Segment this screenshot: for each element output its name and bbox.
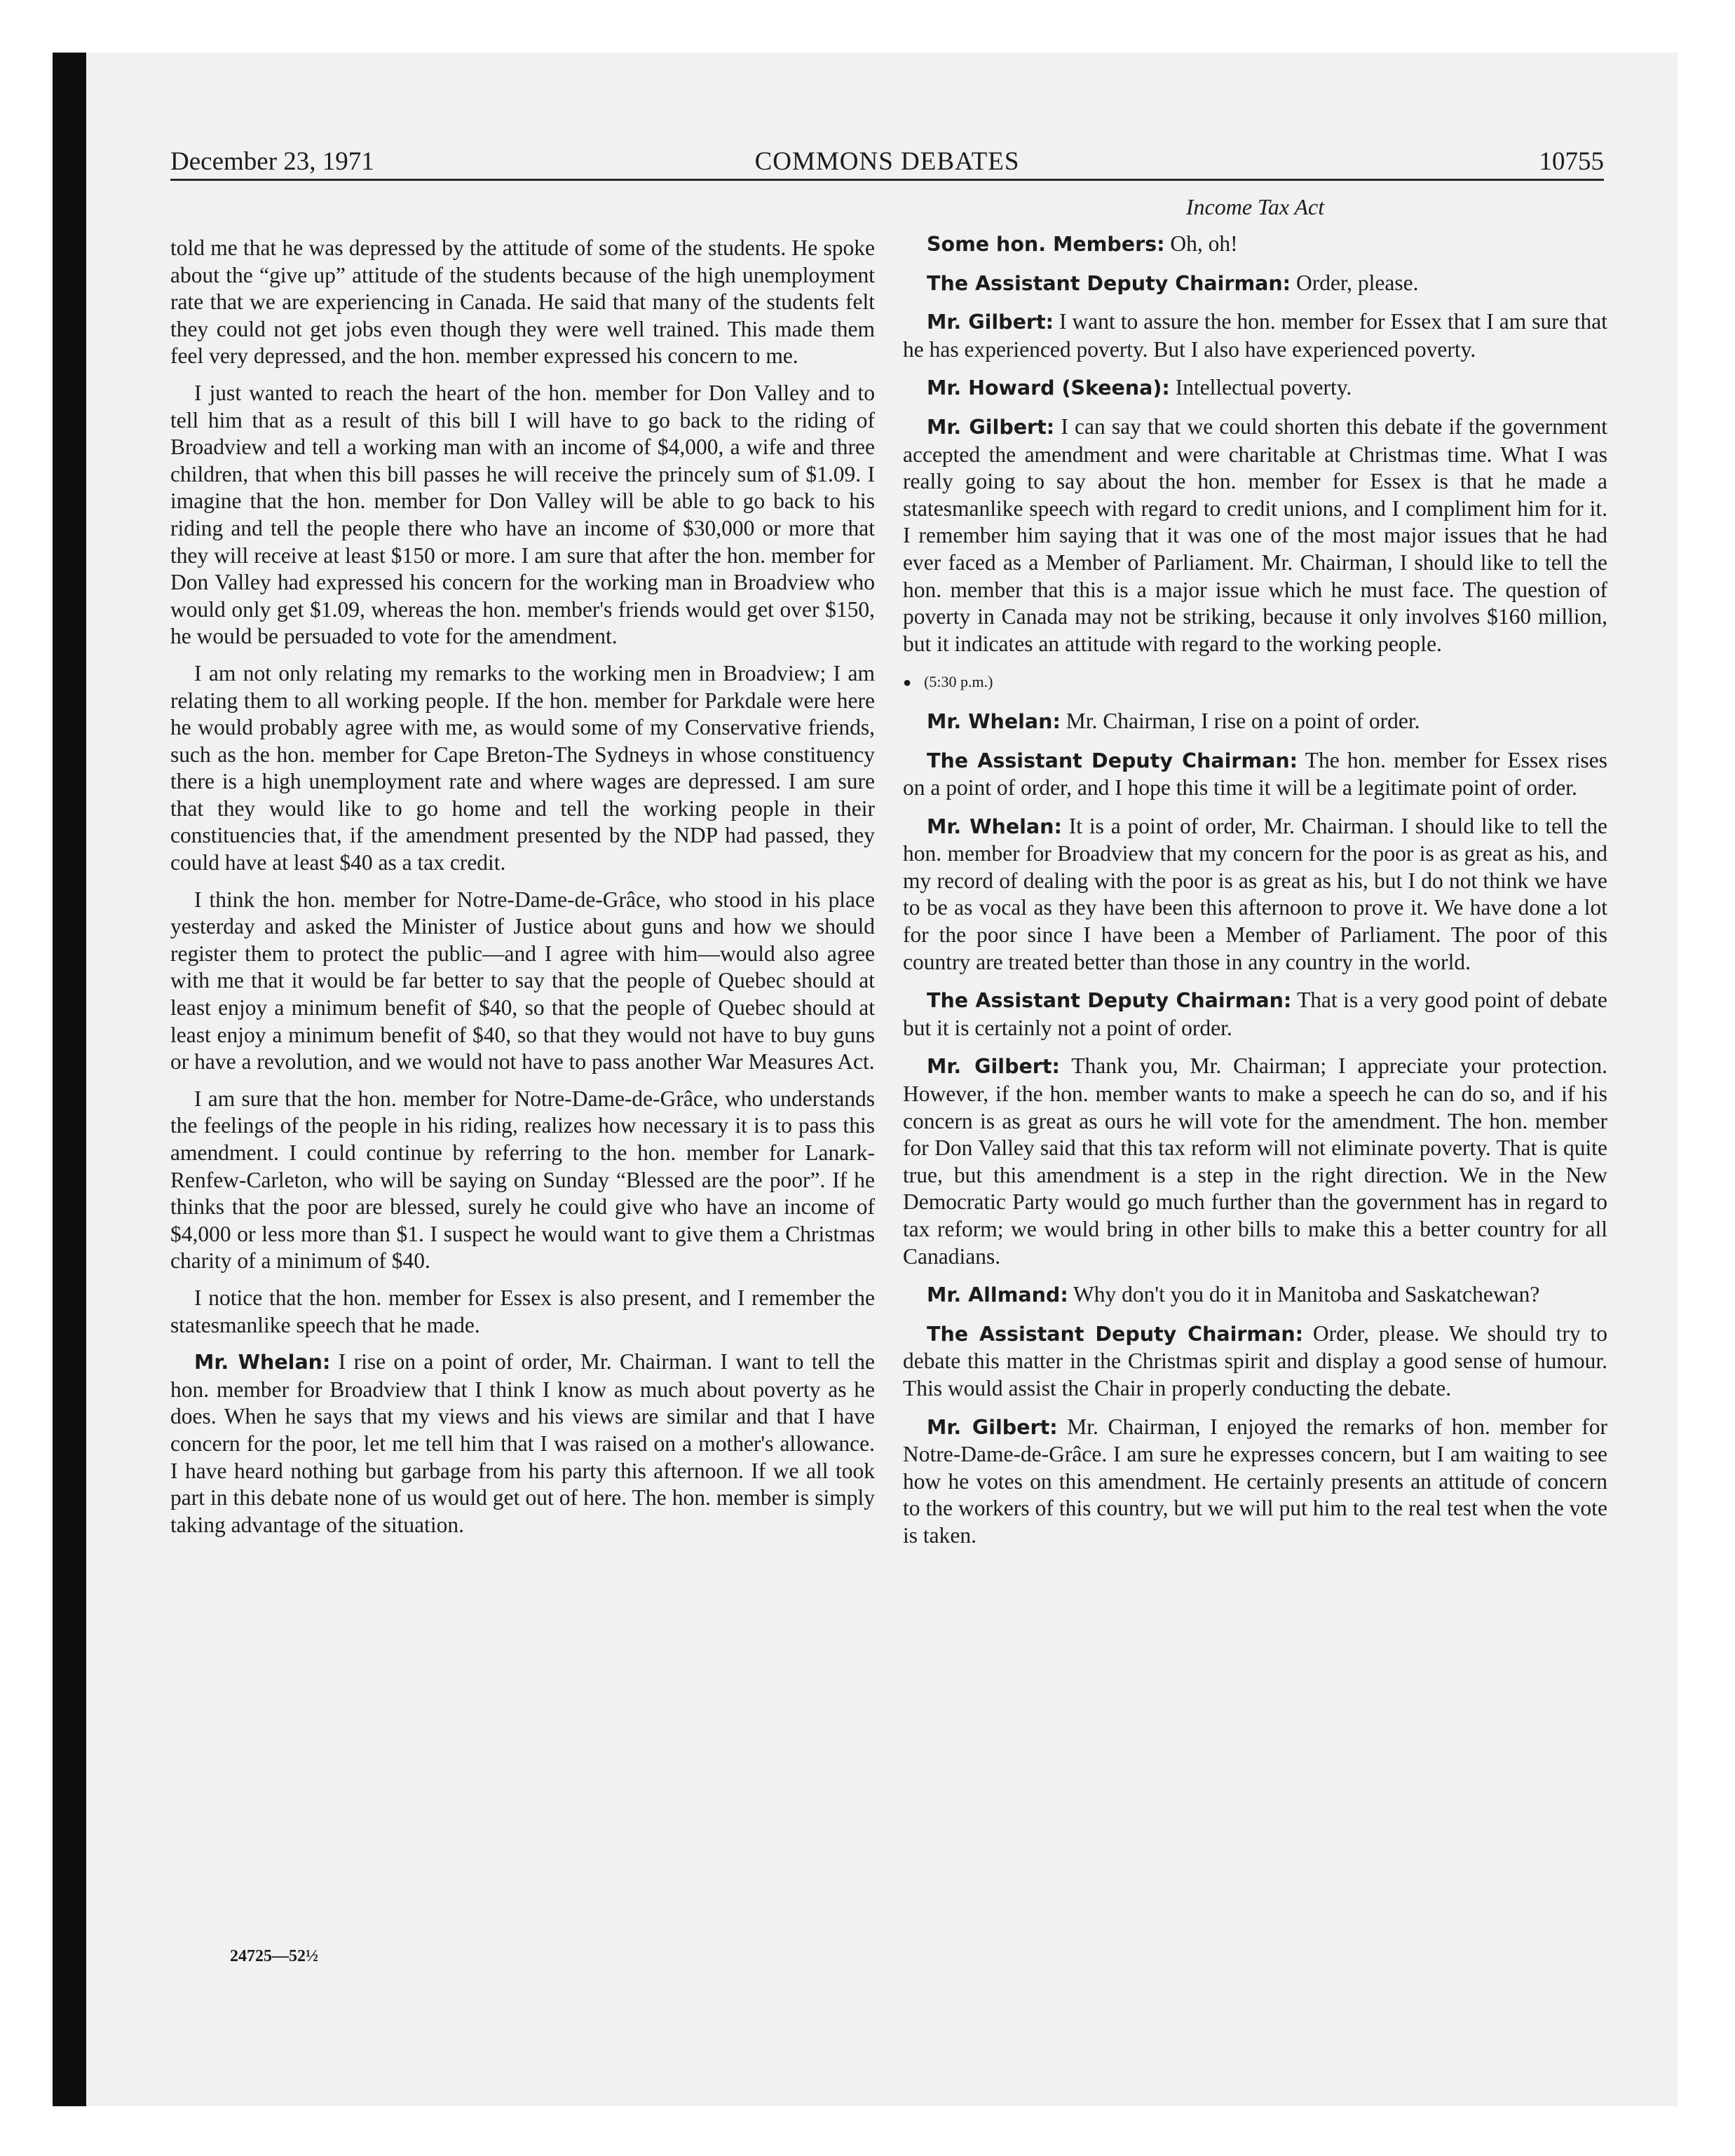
speech-text: I rise on a point of order, Mr. Chairman. I want to tell the hon. member for Broadview that I think I know as much about poverty as he does. When he says that my views and his views are similar and that I have concern for the poor, let me tell him that I was raised on a mother's allowance. I have heard nothing but garbage from his party this afternoon. If we all took part in this debate none of us would get out of here. The hon. member is simply taking advantage of the situation. [170, 1349, 875, 1537]
printer-code: 24725—52½ [230, 1947, 318, 1965]
speech-text: That is a very good point of debate but it is certainly not a point of order. [903, 988, 1607, 1040]
speech [903, 987, 1607, 1042]
bullet-icon: ● [903, 675, 912, 691]
speech [903, 708, 1607, 736]
timestamp [903, 669, 1607, 697]
speech-text: Order, please. We should try to debate this matter in the Christmas spirit and display a good sense of humour. This would assist the Chair in properly conducting the debate. [903, 1321, 1607, 1400]
speech [903, 374, 1607, 402]
speaker-name: Mr. Gilbert: [927, 1415, 1058, 1439]
speaker-name: Mr. Whelan: [927, 709, 1061, 733]
speech [903, 231, 1607, 259]
speaker-name: Mr. Whelan: [927, 814, 1062, 838]
speech [903, 1414, 1607, 1550]
speech-text: Oh, oh! [1170, 231, 1238, 256]
speech [903, 1053, 1607, 1270]
speaker-name: Mr. Gilbert: [927, 311, 1054, 334]
speech [903, 747, 1607, 802]
speech-text: Thank you, Mr. Chairman; I appreciate your protection. However, if the hon. member wants to make a speech he can do so, and if his concern is as great as ours he will vote for the amendment. The hon. member for Don Valley said that this tax reform will not eliminate poverty. That is quite true, but this amendment is a step in the right direction. We in the New Democratic Party would go much further than the government has in regard to tax reform; we would bring in other bills to make this a better country for all Canadians. [903, 1053, 1607, 1269]
speech-text: I want to assure the hon. member for Essex that I am sure that he has experienced poverty. But I also have experienced poverty. [903, 309, 1608, 362]
page-header [170, 144, 1604, 181]
speech-text: Intellectual poverty. [1175, 375, 1352, 400]
paragraph: I am sure that the hon. member for Notre-Dame-de-Grâce, who understands the feelings of the people in his riding, realizes how necessary it is to pass this amendment. I could continue by referring to the hon. member for Lanark-Renfew-Carleton, who will be saying on Sunday “Blessed are the poor”. If he thinks that the poor are blessed, surely he could give who have an income of $4,000 or less more than $1. I suspect he would want to give them a Christmas charity of a minimum of $40. [170, 1086, 875, 1274]
paragraph: I am not only relating my remarks to the working men in Broadview; I am relating them to all working people. If the hon. member for Parkdale were here he would probably agree with me, as would some of my Conservative friends, such as the hon. member for Cape Breton-The Sydneys in whose constituency there is a high unemployment rate and where wages are depressed. I am sure that they would like to go home and tell the working people in their constituencies that, if the amendment presented by the NDP had passed, they could have at least $40 as a tax credit. [170, 660, 875, 875]
speaker-name: The Assistant Deputy Chairman: [927, 749, 1298, 772]
speech [903, 270, 1607, 298]
page-number: 10755 [1539, 147, 1604, 176]
speaker-name: Mr. Howard (Skeena): [927, 376, 1170, 400]
speech-text: Order, please. [1295, 270, 1419, 295]
left-column [170, 235, 875, 1550]
section-title: Income Tax Act [1185, 194, 1325, 219]
timestamp-text: (5:30 p.m.) [924, 673, 993, 691]
paragraph: told me that he was depressed by the attitude of some of the students. He spoke about the “give up” attitude of the students because of the high unemployment rate that we are experiencing in Canada. He said that many of the students felt they could not get jobs even though they were well trained. This made them feel very depressed, and the hon. member expressed his concern to me. [170, 236, 875, 369]
speaker-name: The Assistant Deputy Chairman: [927, 271, 1291, 295]
scan-edge [53, 53, 86, 2106]
speech [903, 308, 1607, 363]
speech-text: It is a point of order, Mr. Chairman. I should like to tell the hon. member for Broadview that my concern for the poor is as great as his, and my record of dealing with the poor is as great as his, but I do not think we have to be as vocal as they have been this afternoon to prove it. We have done a lot for the poor since I have been a Member of Parliament. The poor of this country are treated better than those in any country in the world. [903, 813, 1607, 974]
speaker-name: Mr. Allmand: [927, 1283, 1068, 1307]
paragraph: I just wanted to reach the heart of the hon. member for Don Valley and to tell him that as a result of this bill I will have to go back to the riding of Broadview and tell a working man with an income of $4,000, a wife and three children, that when this bill passes he will receive the princely sum of $1.09. I imagine that the hon. member for Don Valley will be able to go back to his riding and tell the people there who have an income of $30,000 or more that they will receive at least $150 or more. I am sure that after the hon. member for Don Valley had expressed his concern for the working man in Broadview who would only get $1.09, whereas the hon. member's friends would get over $150, he would be persuaded to vote for the amendment. [170, 380, 875, 649]
speech-text: I can say that we could shorten this debate if the government accepted the amendment and were charitable at Christmas time. What I was really going to say about the hon. member for Essex is that he made a statesmanlike speech with regard to credit unions, and I compliment him for it. I remember him saying that it was one of the most major issues that he had ever faced as a Member of Parliament. Mr. Chairman, I should like to tell the hon. member that this is a major issue which he must face. The question of poverty in Canada may not be striking, because it only involves $160 million, but it indicates an attitude with regard to the working people. [903, 414, 1608, 656]
paragraph: I notice that the hon. member for Essex is also present, and I remember the statesmanlike speech that he made. [170, 1285, 875, 1337]
speaker-name: The Assistant Deputy Chairman: [927, 989, 1292, 1013]
speaker-name: Some hon. Members: [927, 233, 1165, 256]
paragraph: I think the hon. member for Notre-Dame-de-Grâce, who stood in his place yesterday and asked the Minister of Justice about guns and how we should register them to protect the public—and I agree with him—would also agree with me that it would be far better to say that the people of Quebec should at least enjoy a minimum benefit of $40, so that the people of Quebec should at least enjoy a minimum benefit of $40, so that they would not have to buy guns or have a revolution, and we would not have to pass another War Measures Act. [170, 887, 875, 1074]
right-column [903, 193, 1607, 1561]
speech-text: The hon. member for Essex rises on a point of order, and I hope this time it will be a legitimate point of order. [903, 747, 1607, 800]
speech [903, 813, 1607, 976]
speech [903, 414, 1607, 657]
speech-text: Mr. Chairman, I enjoyed the remarks of hon. member for Notre-Dame-de-Grâce. I am sure he expresses concern, but I am waiting to see how he votes on this amendment. He certainly presents an attitude of concern to the workers of this country, but we will put him to the real test when the vote is taken. [903, 1414, 1607, 1548]
speech [903, 1281, 1607, 1309]
header-date: December 23, 1971 [170, 147, 374, 176]
speech-list [903, 231, 1607, 657]
speech-whelan [170, 1349, 875, 1538]
publication-title: COMMONS DEBATES [754, 147, 1020, 176]
speech-text: Mr. Chairman, I rise on a point of order. [1066, 708, 1420, 733]
speaker-name: Mr. Gilbert: [927, 1055, 1060, 1079]
speech-list [903, 708, 1607, 1550]
speech-text: Why don't you do it in Manitoba and Saskatchewan? [1073, 1282, 1540, 1307]
speaker-name: Mr. Gilbert: [927, 415, 1055, 439]
speaker-name: Mr. Whelan: [194, 1351, 331, 1374]
speech [903, 1321, 1607, 1403]
speaker-name: The Assistant Deputy Chairman: [927, 1322, 1304, 1346]
